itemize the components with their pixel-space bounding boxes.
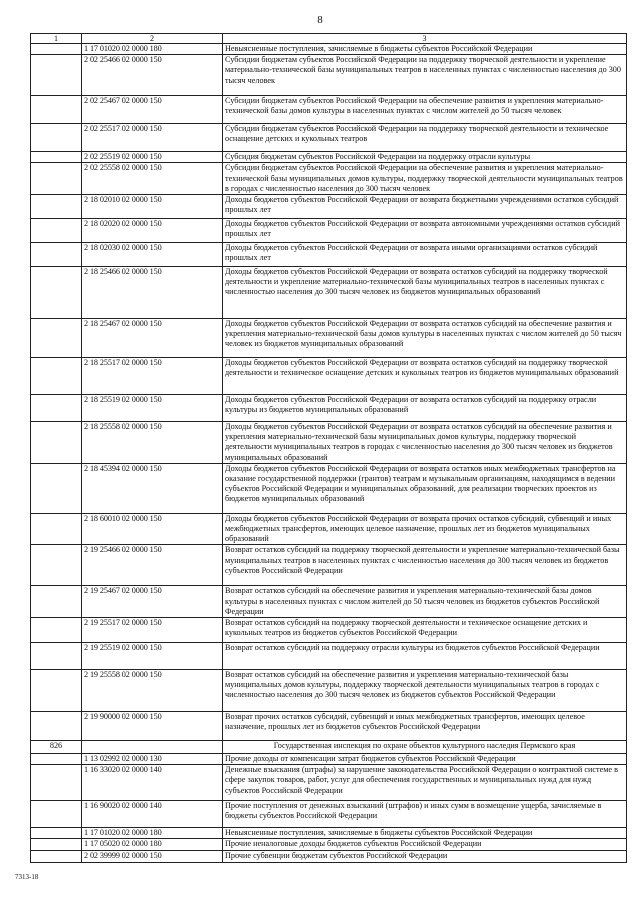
admin-code-cell [31, 44, 82, 55]
revenue-code-cell: 2 19 25467 02 0000 150 [82, 586, 223, 618]
revenue-code-cell: 2 18 45394 02 0000 150 [82, 463, 223, 513]
revenue-code-cell: 2 19 25519 02 0000 150 [82, 643, 223, 670]
table-row [31, 801, 627, 828]
revenue-code-cell: 2 18 25558 02 0000 150 [82, 422, 223, 464]
revenue-code-cell: 1 17 05020 02 0000 180 [82, 839, 223, 850]
admin-code-cell [31, 163, 82, 195]
table-row [31, 152, 627, 163]
table-row [31, 358, 627, 395]
revenue-code-cell: 2 19 25558 02 0000 150 [82, 670, 223, 712]
table-row [31, 163, 627, 195]
description-cell: Денежные взыскания (штрафы) за нарушение законодательства Российской Федерации о контрактной системе в сфере закупок товаров, работ, услуг для обеспечения государственных и муниципальных нужд для нужд субъектов Российской Федерации [223, 765, 627, 801]
admin-code-cell [31, 828, 82, 839]
table-row [31, 422, 627, 464]
revenue-code-cell: 2 02 39999 02 0000 150 [82, 850, 223, 862]
revenue-code-cell: 2 02 25466 02 0000 150 [82, 55, 223, 96]
table-row [31, 96, 627, 124]
admin-code-cell [31, 712, 82, 741]
admin-code-cell [31, 96, 82, 124]
description-cell: Прочие доходы от компенсации затрат бюджетов субъектов Российской Федерации [223, 754, 627, 765]
table-row [31, 463, 627, 513]
description-cell: Доходы бюджетов субъектов Российской Федерации от возврата остатков субсидий на обеспечение развития и укрепления материально-технической базы муниципальных домов культуры, поддержку творческой деятельности муниципальных театров в городах с численностью населения до 300 тысяч человек из бюджетов муниципальных образований [223, 422, 627, 464]
table-row [31, 828, 627, 839]
table-row [31, 850, 627, 862]
table-row [31, 55, 627, 96]
revenue-code-cell: 2 18 02030 02 0000 150 [82, 243, 223, 267]
table-row [31, 219, 627, 243]
revenue-code-cell: 2 18 25517 02 0000 150 [82, 358, 223, 395]
description-cell: Доходы бюджетов субъектов Российской Федерации от возврата иными организациями остатков субсидий прошлых лет [223, 243, 627, 267]
revenue-code-cell: 2 18 02020 02 0000 150 [82, 219, 223, 243]
admin-code-cell [31, 850, 82, 862]
admin-code-cell [31, 195, 82, 219]
revenue-code-cell: 2 02 25467 02 0000 150 [82, 96, 223, 124]
table-row [31, 267, 627, 319]
table-row [31, 319, 627, 358]
revenue-code-cell: 2 02 25558 02 0000 150 [82, 163, 223, 195]
table-row [31, 195, 627, 219]
header-col-2: 2 [82, 34, 223, 44]
description-cell: Возврат остатков субсидий на поддержку творческой деятельности и укрепление материально-технической базы муниципальных театров в населенных пунктах с численностью населения до 300 тысяч человек из бюджетов субъектов Российской Федерации [223, 545, 627, 586]
table-row [31, 712, 627, 741]
revenue-code-cell: 2 19 90000 02 0000 150 [82, 712, 223, 741]
description-cell: Доходы бюджетов субъектов Российской Федерации от возврата остатков субсидий на поддержку отрасли культуры из бюджетов муниципальных образований [223, 395, 627, 422]
table-row [31, 839, 627, 850]
description-cell: Субсидии бюджетам субъектов Российской Федерации на поддержку творческой деятельности и техническое оснащение детских и кукольных театров [223, 124, 627, 152]
description-cell: Возврат остатков субсидий на обеспечение развития и укрепления материально-технической базы домов культуры в населенных пунктах с числом жителей до 50 тысяч человек из бюджетов субъектов Российской Федерации [223, 586, 627, 618]
description-cell: Субсидии бюджетам субъектов Российской Федерации на обеспечение развития и укрепления материально-технической базы домов культуры в населенных пунктах с числом жителей до 50 тысяч человек [223, 96, 627, 124]
admin-code-cell [31, 513, 82, 545]
revenue-code-cell: 2 18 25467 02 0000 150 [82, 319, 223, 358]
header-col-1: 1 [31, 34, 82, 44]
admin-code-cell [31, 124, 82, 152]
description-cell: Возврат прочих остатков субсидий, субвенций и иных межбюджетных трансфертов, имеющих целевое назначение, прошлых лет из бюджетов субъектов Российской Федерации [223, 712, 627, 741]
admin-code-cell [31, 267, 82, 319]
description-cell: Возврат остатков субсидий на поддержку творческой деятельности и техническое оснащение детских и кукольных театров из бюджетов субъектов Российской Федерации [223, 618, 627, 643]
description-cell: Прочие поступления от денежных взысканий (штрафов) и иных сумм в возмещение ущерба, зачисляемые в бюджеты субъектов Российской Федерации [223, 801, 627, 828]
description-cell: Государственная инспекция по охране объектов культурного наследия Пермского края [223, 741, 627, 754]
description-cell: Доходы бюджетов субъектов Российской Федерации от возврата остатков субсидий на поддержку творческой деятельности и укрепление материально-технической базы муниципальных театров в населенных пунктах с численностью населения до 300 тысяч человек из бюджетов муниципальных образований [223, 267, 627, 319]
table-row [31, 545, 627, 586]
description-cell: Субсидия бюджетам субъектов Российской Федерации на поддержку отрасли культуры [223, 152, 627, 163]
admin-code-cell [31, 839, 82, 850]
admin-code-cell [31, 358, 82, 395]
description-cell: Доходы бюджетов субъектов Российской Федерации от возврата бюджетными учреждениями остатков субсидий прошлых лет [223, 195, 627, 219]
revenue-code-cell: 2 19 25466 02 0000 150 [82, 545, 223, 586]
admin-code-cell [31, 463, 82, 513]
table-row [31, 124, 627, 152]
table-section-row [31, 741, 627, 754]
revenue-code-cell: 1 13 02992 02 0000 130 [82, 754, 223, 765]
revenue-code-cell: 2 02 25519 02 0000 150 [82, 152, 223, 163]
description-cell: Прочие субвенции бюджетам субъектов Российской Федерации [223, 850, 627, 862]
table-row [31, 243, 627, 267]
admin-code-cell [31, 618, 82, 643]
revenue-code-cell: 1 16 33020 02 0000 140 [82, 765, 223, 801]
revenue-code-cell: 2 18 25519 02 0000 150 [82, 395, 223, 422]
revenue-code-cell: 1 16 90020 02 0000 140 [82, 801, 223, 828]
revenue-code-cell: 2 18 02010 02 0000 150 [82, 195, 223, 219]
admin-code-cell [31, 801, 82, 828]
revenue-code-cell [82, 741, 223, 754]
admin-code-cell [31, 219, 82, 243]
description-cell: Прочие неналоговые доходы бюджетов субъектов Российской Федерации [223, 839, 627, 850]
description-cell: Субсидии бюджетам субъектов Российской Федерации на обеспечение развития и укрепления материально-технической базы муниципальных домов культуры, поддержку творческой деятельности муниципальных театров в городах с численностью населения до 300 тысяч человек [223, 163, 627, 195]
description-cell: Невыясненные поступления, зачисляемые в бюджеты субъектов Российской Федерации [223, 44, 627, 55]
admin-code-cell: 826 [31, 741, 82, 754]
admin-code-cell [31, 395, 82, 422]
description-cell: Субсидии бюджетам субъектов Российской Федерации на поддержку творческой деятельности и укрепление материально-технической базы муниципальных театров в населенных пунктах с численностью населения до 300 тысяч человек [223, 55, 627, 96]
revenue-code-cell: 2 02 25517 02 0000 150 [82, 124, 223, 152]
revenue-code-table [30, 33, 627, 863]
description-cell: Возврат остатков субсидий на обеспечение развития и укрепления материально-технической базы муниципальных домов культуры, поддержку творческой деятельности муниципальных театров в городах с численностью населения до 300 тысяч человек из бюджетов субъектов Российской Федерации [223, 670, 627, 712]
table-row [31, 765, 627, 801]
table-header-row [31, 34, 627, 44]
description-cell: Доходы бюджетов субъектов Российской Федерации от возврата остатков иных межбюджетных трансфертов на оказание государственной поддержки (грантов) театрам и музыкальным организациям, находящимся в ведении субъектов Российской Федерации и муниципальных образований, для реализации творческих проектов из бюджетов муниципальных образований [223, 463, 627, 513]
description-cell: Доходы бюджетов субъектов Российской Федерации от возврата автономными учреждениями остатков субсидий прошлых лет [223, 219, 627, 243]
revenue-code-cell: 1 17 01020 02 0000 180 [82, 44, 223, 55]
admin-code-cell [31, 586, 82, 618]
table-row [31, 618, 627, 643]
revenue-code-cell: 2 18 25466 02 0000 150 [82, 267, 223, 319]
admin-code-cell [31, 545, 82, 586]
table-row [31, 670, 627, 712]
revenue-code-cell: 1 17 01020 02 0000 180 [82, 828, 223, 839]
admin-code-cell [31, 319, 82, 358]
description-cell: Доходы бюджетов субъектов Российской Федерации от возврата остатков субсидий на поддержку творческой деятельности и техническое оснащение детских и кукольных театров из бюджетов муниципальных образований [223, 358, 627, 395]
revenue-code-cell: 2 18 60010 02 0000 150 [82, 513, 223, 545]
admin-code-cell [31, 243, 82, 267]
table-row [31, 586, 627, 618]
description-cell: Возврат остатков субсидий на поддержку отрасли культуры из бюджетов субъектов Российской Федерации [223, 643, 627, 670]
table-row [31, 513, 627, 545]
admin-code-cell [31, 643, 82, 670]
table-row [31, 754, 627, 765]
footer-code: 7313-18 [15, 873, 39, 881]
admin-code-cell [31, 55, 82, 96]
description-cell: Доходы бюджетов субъектов Российской Федерации от возврата прочих остатков субсидий, субвенций и иных межбюджетных трансфертов, имеющих целевое назначение, прошлых лет из бюджетов муниципальных образований [223, 513, 627, 545]
table-row [31, 395, 627, 422]
revenue-code-cell: 2 19 25517 02 0000 150 [82, 618, 223, 643]
header-col-3: 3 [223, 34, 627, 44]
admin-code-cell [31, 754, 82, 765]
admin-code-cell [31, 765, 82, 801]
description-cell: Невыясненные поступления, зачисляемые в бюджеты субъектов Российской Федерации [223, 828, 627, 839]
table-row [31, 44, 627, 55]
page-number: 8 [317, 14, 323, 26]
table-row [31, 643, 627, 670]
admin-code-cell [31, 152, 82, 163]
admin-code-cell [31, 422, 82, 464]
description-cell: Доходы бюджетов субъектов Российской Федерации от возврата остатков субсидий на обеспечение развития и укрепления материально-технической базы домов культуры в населенных пунктах с числом жителей до 50 тысяч человек из бюджетов муниципальных образований [223, 319, 627, 358]
admin-code-cell [31, 670, 82, 712]
